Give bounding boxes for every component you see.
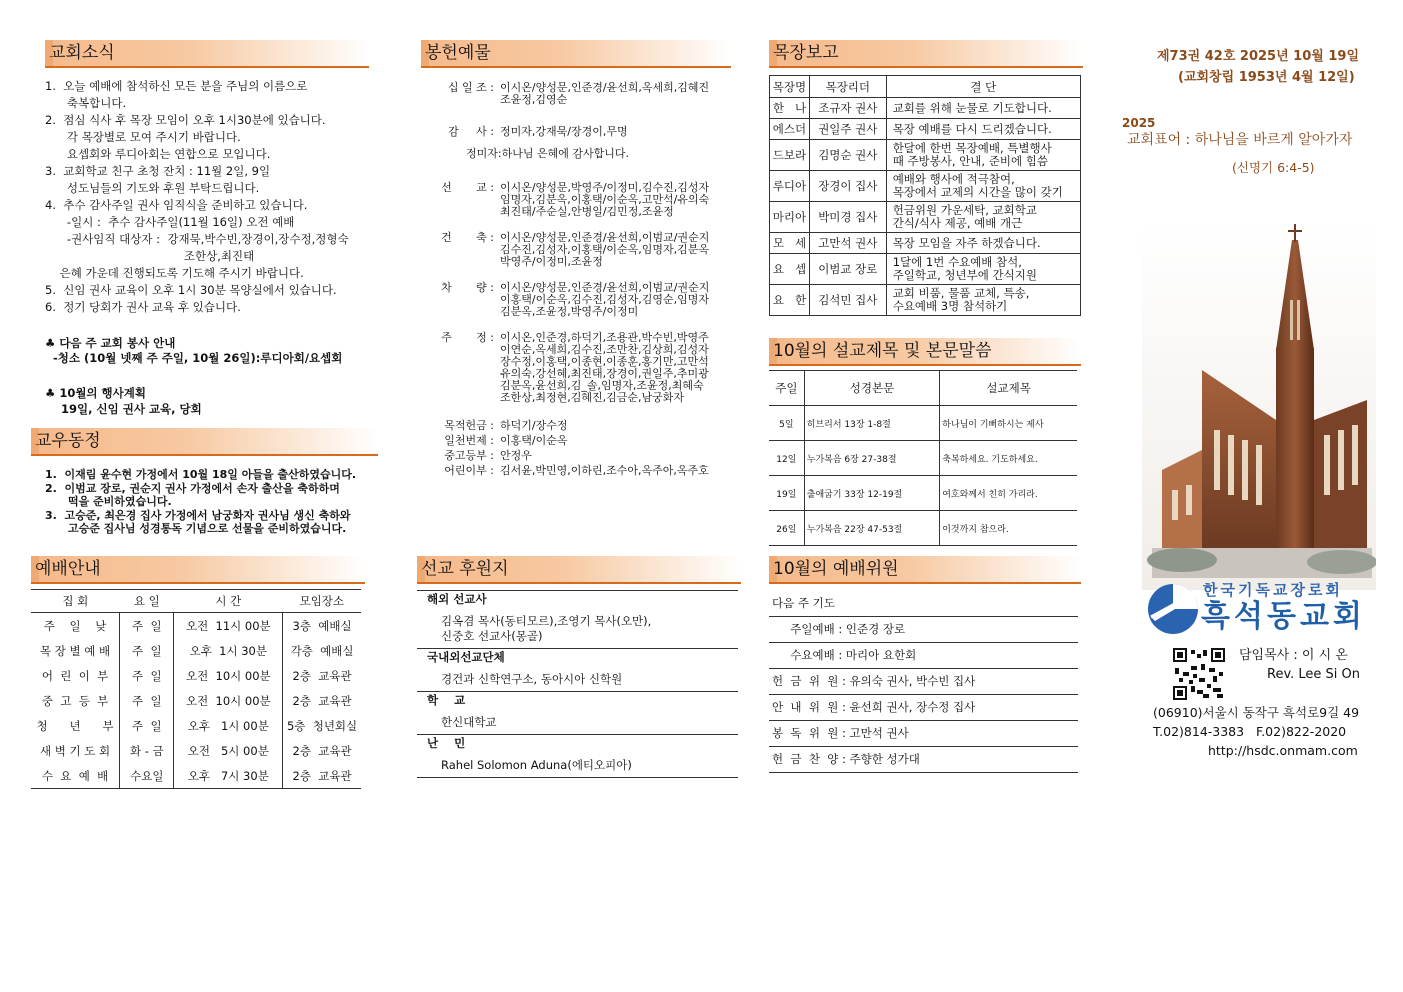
worship-cell: 주 일 (120, 688, 174, 713)
mokjang-cell: 권일주 권사 (809, 119, 886, 140)
mokjang-row (770, 254, 1081, 285)
mokjang-cell: 박미경 집사 (809, 202, 886, 233)
offering-names: 이시온/양성문,인준경/윤선희,이범교/권순지 이홍택/이순옥,김수진,김성자,김영순,임명자 김분옥,조윤정,박영주/이정미 (500, 281, 710, 318)
worship-row (31, 663, 361, 688)
worship-cell: 오전 10시 00분 (174, 688, 283, 713)
worship-row (31, 713, 361, 738)
sermon-cell: 12일 (769, 441, 804, 476)
sermon-row (769, 511, 1077, 546)
mission-heading: 난 민 (417, 734, 738, 752)
committee-list (769, 591, 1078, 773)
mokjang-cell: 모 세 (770, 233, 810, 254)
mokjang-row (770, 98, 1081, 119)
worship-row (31, 738, 361, 763)
worship-cell: 주 일 (120, 613, 174, 639)
mokjang-header-cell: 결 단 (886, 76, 1080, 98)
mission-heading: 국내외선교단체 (417, 648, 738, 666)
worship-header-cell: 시 간 (215, 594, 242, 608)
service-line: -청소 (10월 넷째 주 주일, 10월 26일):루디아회/요셉회 (45, 351, 343, 365)
worship-cell: 5층 청년회실 (286, 718, 358, 733)
worship-header-cell: 요 일 (133, 594, 160, 608)
sermon-row (769, 476, 1077, 511)
worship-cell: 주 일 (120, 713, 174, 738)
mokjang-section-title: 목장보고 (769, 40, 1083, 68)
mokjang-cell: 에스더 (770, 119, 810, 140)
worship-cell: 오전 5시 00분 (174, 738, 283, 763)
mokjang-cell: 교회를 위해 눈물로 기도합니다. (886, 98, 1080, 119)
offering-names: 안정우 (500, 449, 532, 462)
sermon-cell: 축복하세요. 기도하세요. (940, 441, 1077, 476)
offering-names: 이홍택/이순옥 (500, 434, 568, 447)
offering-label: 일천번제 : (444, 434, 494, 447)
sermon-cell: 26일 (769, 511, 804, 546)
worship-row (31, 638, 361, 663)
offering-list (420, 82, 740, 480)
worship-cell: 2층 교육관 (292, 668, 352, 683)
offering-names: 이시온/양성문,인준경/윤선희,옥세희,김혜진 조윤정,김영순 (500, 81, 710, 106)
church-building-image (1142, 220, 1376, 590)
worship-cell: 목 장 별 예 배 (31, 638, 120, 663)
worship-cell: 주 일 (120, 663, 174, 688)
members-section-title: 교우동정 (31, 428, 378, 456)
sermon-cell: 출애굽기 33장 12-19절 (804, 476, 939, 511)
committee-row: 주일예배 : 인준경 장로 (769, 617, 1078, 643)
worship-cell: 청 년 부 (31, 713, 120, 738)
mokjang-cell: 예배와 행사에 적극참여, 목장에서 교제의 시간을 많이 갖기 (886, 171, 1080, 202)
news-line: 2. 점심 식사 후 목장 모임이 오후 1시30분에 있습니다. (45, 113, 326, 127)
offering-label: 주 정 : (441, 331, 494, 344)
members-line: 2. 이범교 장로, 권순지 권사 가정에서 손자 출산을 축하하며 (45, 481, 340, 495)
offering-label: 십 일 조 : (447, 81, 494, 94)
offering-names: 이시온/양성문,인준경/윤선희,이범교/권순지 김수진,김성자,이홍택/이순옥,임명자,김분옥 박영주/이정미,조윤정 (500, 231, 710, 268)
offering-group (420, 148, 740, 160)
worship-table (31, 589, 361, 789)
sermon-cell: 누가복음 6장 27-38절 (804, 441, 939, 476)
news-line: 5. 신임 권사 교육이 오후 1시 30분 목양실에서 있습니다. (45, 283, 337, 297)
mokjang-cell: 루디아 (770, 171, 810, 202)
motto-verse: (신명기 6:4-5) (1232, 160, 1315, 175)
offering-label: 차 량 : (441, 281, 494, 294)
mokjang-cell: 고만석 권사 (809, 233, 886, 254)
news-line: 은혜 가운데 진행되도록 기도해 주시기 바랍니다. (45, 266, 304, 280)
church-name: 흑석동교회 (1201, 599, 1366, 634)
mokjang-row (770, 140, 1081, 171)
worship-cell: 새 벽 기 도 회 (31, 738, 120, 763)
worship-cell: 오후 1시 30분 (174, 638, 283, 663)
mokjang-cell: 장경이 집사 (809, 171, 886, 202)
sermon-cell: 이것까지 참으라. (940, 511, 1077, 546)
motto-text: 교회표어 : 하나님을 바르게 알아가자 (1127, 132, 1353, 148)
sermon-cell: 5일 (769, 406, 804, 441)
committee-section-title: 10월의 예배위원 (769, 556, 1081, 584)
news-list (45, 78, 349, 316)
committee-row: 안 내 위 원 : 윤선희 권사, 장수정 집사 (769, 695, 1078, 721)
sermon-row (769, 441, 1077, 476)
worship-cell: 화 - 금 (120, 738, 174, 763)
sermon-cell: 여호와께서 친히 가리라. (940, 476, 1077, 511)
worship-header-cell: 모임장소 (299, 594, 345, 608)
mokjang-cell: 마리아 (770, 202, 810, 233)
offering-label: 중고등부 : (444, 449, 494, 462)
committee-row: 수요예배 : 마리아 요한회 (769, 643, 1078, 669)
worship-section-title: 예배안내 (31, 556, 365, 584)
sermon-header-cell: 성경본문 (804, 371, 939, 406)
mokjang-cell: 교회 비품, 물품 교체, 특송, 수요예배 3명 참석하기 (886, 285, 1080, 316)
worship-cell: 중 고 등 부 (31, 688, 120, 713)
offering-names: 하덕기/장수정 (500, 419, 568, 432)
worship-cell: 오전 11시 00분 (174, 613, 283, 639)
worship-cell: 주 일 낮 (31, 613, 120, 639)
mission-line: 신중호 선교사(몽골) (441, 629, 543, 643)
offering-names: 정미자:하나님 은혜에 감사합니다. (466, 147, 629, 160)
mokjang-cell: 김명순 권사 (809, 140, 886, 171)
worship-row (31, 688, 361, 713)
mission-line: Rahel Solomon Aduna(에티오피아) (441, 758, 632, 772)
offering-label: 목적헌금 : (444, 419, 494, 432)
mokjang-cell: 조규자 권사 (809, 98, 886, 119)
worship-cell: 수요일 (120, 763, 174, 789)
sermon-section-title: 10월의 설교제목 및 본문말씀 (769, 338, 1081, 366)
worship-cell: 각층 예배실 (290, 643, 354, 658)
news-line: 4. 추수 감사주일 권사 임직식을 준비하고 있습니다. (45, 198, 308, 212)
members-line: 고승준 집사님 성경통독 기념으로 선물을 준비하였습니다. (45, 522, 347, 535)
news-line: 1. 오늘 예배에 참석하신 모든 분을 주님의 이름으로 (45, 79, 308, 93)
worship-cell: 오전 10시 00분 (174, 663, 283, 688)
church-logo-icon (1147, 583, 1199, 635)
mokjang-cell: 이범교 장로 (809, 254, 886, 285)
worship-row (31, 613, 361, 639)
news-line: -권사임직 대상자 : 강재묵,박수빈,장경이,장수정,정형숙 (45, 232, 349, 246)
news-line: 성도님들의 기도와 후원 부탁드립니다. (45, 181, 260, 195)
mission-line: 한신대학교 (441, 715, 497, 729)
committee-row: 헌 금 찬 양 : 주향한 성가대 (769, 747, 1078, 773)
worship-cell: 오후 7시 30분 (174, 763, 283, 789)
mission-list (417, 590, 738, 778)
mission-heading: 해외 선교사 (417, 590, 738, 608)
mokjang-table (769, 75, 1081, 316)
pastor-name-en: Rev. Lee Si On (1267, 667, 1361, 682)
church-address: (06910)서울시 동작구 흑석로9길 49 (1153, 705, 1360, 720)
news-line: 각 목장별로 모여 주시기 바랍니다. (45, 130, 241, 144)
worship-header-cell: 집 회 (62, 594, 89, 608)
offering-group (420, 450, 740, 462)
offering-names: 이시온,인준경,하덕기,조용관,박수빈,박영주 이연순,옥세희,김수진,조만찬,김상희,김성자 장수정,이홍택,이종현,이종훈,홍기만,고만석 유의숙,강선혜,최진태,장경이,권일주,추미광 김분옥,윤선희,김_솔,임명자,조윤정,최혜숙 조한상,최정현,김혜진,김금순,남궁화자 (500, 331, 709, 404)
offering-label: 건 축 : (441, 231, 494, 244)
service-title: ♣ 다음 주 교회 봉사 안내 (45, 336, 176, 350)
worship-cell: 주 일 (120, 638, 174, 663)
offering-group (420, 332, 740, 404)
sermon-header-cell: 설교제목 (940, 371, 1077, 406)
mokjang-cell: 목장 모임을 자주 하겠습니다. (886, 233, 1080, 254)
offering-group (420, 126, 740, 138)
worship-cell: 2층 교육관 (292, 768, 352, 783)
offering-group (420, 435, 740, 447)
news-line: -일시 : 추수 감사주일(11월 16일) 오전 예배 (45, 215, 295, 229)
members-list (45, 468, 356, 536)
worship-cell: 어 린 이 부 (31, 663, 120, 688)
mokjang-cell: 헌금위원 가운세탁, 교회학교 간식/식사 제공, 예배 개근 (886, 202, 1080, 233)
offering-label: 어린이부 : (444, 464, 494, 477)
sermon-row (769, 406, 1077, 441)
mission-section-title: 선교 후원지 (417, 556, 741, 584)
sermon-cell: 19일 (769, 476, 804, 511)
news-line: 축복합니다. (45, 96, 127, 110)
offering-names: 이시온/양성문,박영주/이정미,김수진,김성자 임명자,김분옥,이홍택/이순옥,고만석/유의숙 최진태/주순실,안병일/김민정,조윤정 (500, 181, 710, 218)
qr-code-icon (1173, 648, 1225, 700)
mokjang-header-cell: 목장리더 (809, 76, 886, 98)
church-phone: T.02)814-3383 F.02)822-2020 (1153, 724, 1347, 739)
offering-names: 김서윤,박민영,이하린,조수아,옥주아,옥주호 (500, 464, 709, 477)
worship-cell: 수 요 예 배 (31, 763, 120, 789)
church-website-link[interactable]: http://hsdc.onmam.com (1208, 743, 1358, 758)
worship-cell: 2층 교육관 (292, 693, 352, 708)
worship-cell: 오후 1시 00분 (174, 713, 283, 738)
mokjang-row (770, 171, 1081, 202)
sermon-header-cell: 주일 (769, 371, 804, 406)
news-line: 3. 교회학교 친구 초청 잔치 : 11월 2일, 9일 (45, 164, 271, 178)
mokjang-cell: 드보라 (770, 140, 810, 171)
sermon-cell: 하나님이 기뻐하시는 제사 (940, 406, 1077, 441)
mokjang-row (770, 233, 1081, 254)
sermon-cell: 히브리서 13장 1-8절 (804, 406, 939, 441)
mokjang-cell: 요 셉 (770, 254, 810, 285)
sermon-cell: 누가복음 22장 47-53절 (804, 511, 939, 546)
pastor-name: 담임목사 : 이 시 온 (1239, 648, 1348, 663)
members-line: 1. 이재림 윤수현 가정에서 10월 18일 아들을 출산하였습니다. (45, 468, 357, 481)
mokjang-cell: 한달에 한번 목장예배, 특별행사 때 주방봉사, 안내, 준비에 힘씀 (886, 140, 1080, 171)
issue-line: 제73권 42호 2025년 10월 19일 (1157, 49, 1359, 64)
worship-cell: 3층 예배실 (292, 618, 352, 633)
offering-group (420, 465, 740, 477)
offering-group (420, 232, 740, 268)
motto-year: 2025 (1122, 116, 1156, 130)
mission-line: 김옥겸 목사(동티모르),조영기 목사(오만), (441, 614, 652, 628)
offering-names: 정미자,강재묵/장경이,무명 (500, 125, 628, 138)
worship-row (31, 763, 361, 789)
committee-row: 헌 금 위 원 : 유의숙 권사, 박수빈 집사 (769, 669, 1078, 695)
offering-label: 선 교 : (441, 181, 494, 194)
offering-section-title: 봉헌예물 (421, 40, 731, 68)
offering-group (420, 282, 740, 318)
news-section-title: 교회소식 (45, 40, 369, 68)
committee-row: 봉 독 위 원 : 고만석 권사 (769, 721, 1078, 747)
offering-group (420, 420, 740, 432)
mokjang-cell: 김석민 집사 (809, 285, 886, 316)
news-line: 요셉회와 루디아회는 연합으로 모입니다. (45, 147, 271, 161)
mission-heading: 학 교 (417, 691, 738, 709)
mokjang-cell: 요 한 (770, 285, 810, 316)
mokjang-row (770, 202, 1081, 233)
mokjang-row (770, 285, 1081, 316)
members-line: 떡을 준비하였습니다. (45, 495, 172, 508)
news-line: 6. 정기 당회가 권사 교육 후 있습니다. (45, 300, 241, 314)
news-line: 조한상,최진태 (45, 249, 255, 263)
mokjang-cell: 목장 예배를 다시 드리겠습니다. (886, 119, 1080, 140)
offering-group (420, 82, 740, 106)
mokjang-cell: 한 나 (770, 98, 810, 119)
mokjang-header-cell: 목장명 (770, 76, 810, 98)
sermon-table (769, 370, 1077, 546)
founded-line: (교회창립 1953년 4월 12일) (1178, 70, 1355, 85)
offering-group (420, 182, 740, 218)
offering-label: 감 사 : (448, 125, 494, 138)
mokjang-row (770, 119, 1081, 140)
events-line: 19일, 신임 권사 교육, 당회 (45, 402, 202, 416)
mission-bottom-rule (417, 777, 738, 778)
denomination-name: 한국기독교장로회 (1203, 581, 1343, 599)
worship-cell: 2층 교육관 (292, 743, 352, 758)
mission-line: 경건과 신학연구소, 동아시아 신학원 (441, 672, 623, 686)
committee-heading: 다음 주 기도 (769, 591, 1078, 617)
members-line: 3. 고승준, 최은경 집사 가정에서 남궁화자 권사님 생신 축하와 (45, 508, 351, 522)
events-title: ♣ 10월의 행사계획 (45, 386, 146, 400)
mokjang-cell: 1달에 1번 수요예배 참석, 주일학교, 청년부에 간식지원 (886, 254, 1080, 285)
